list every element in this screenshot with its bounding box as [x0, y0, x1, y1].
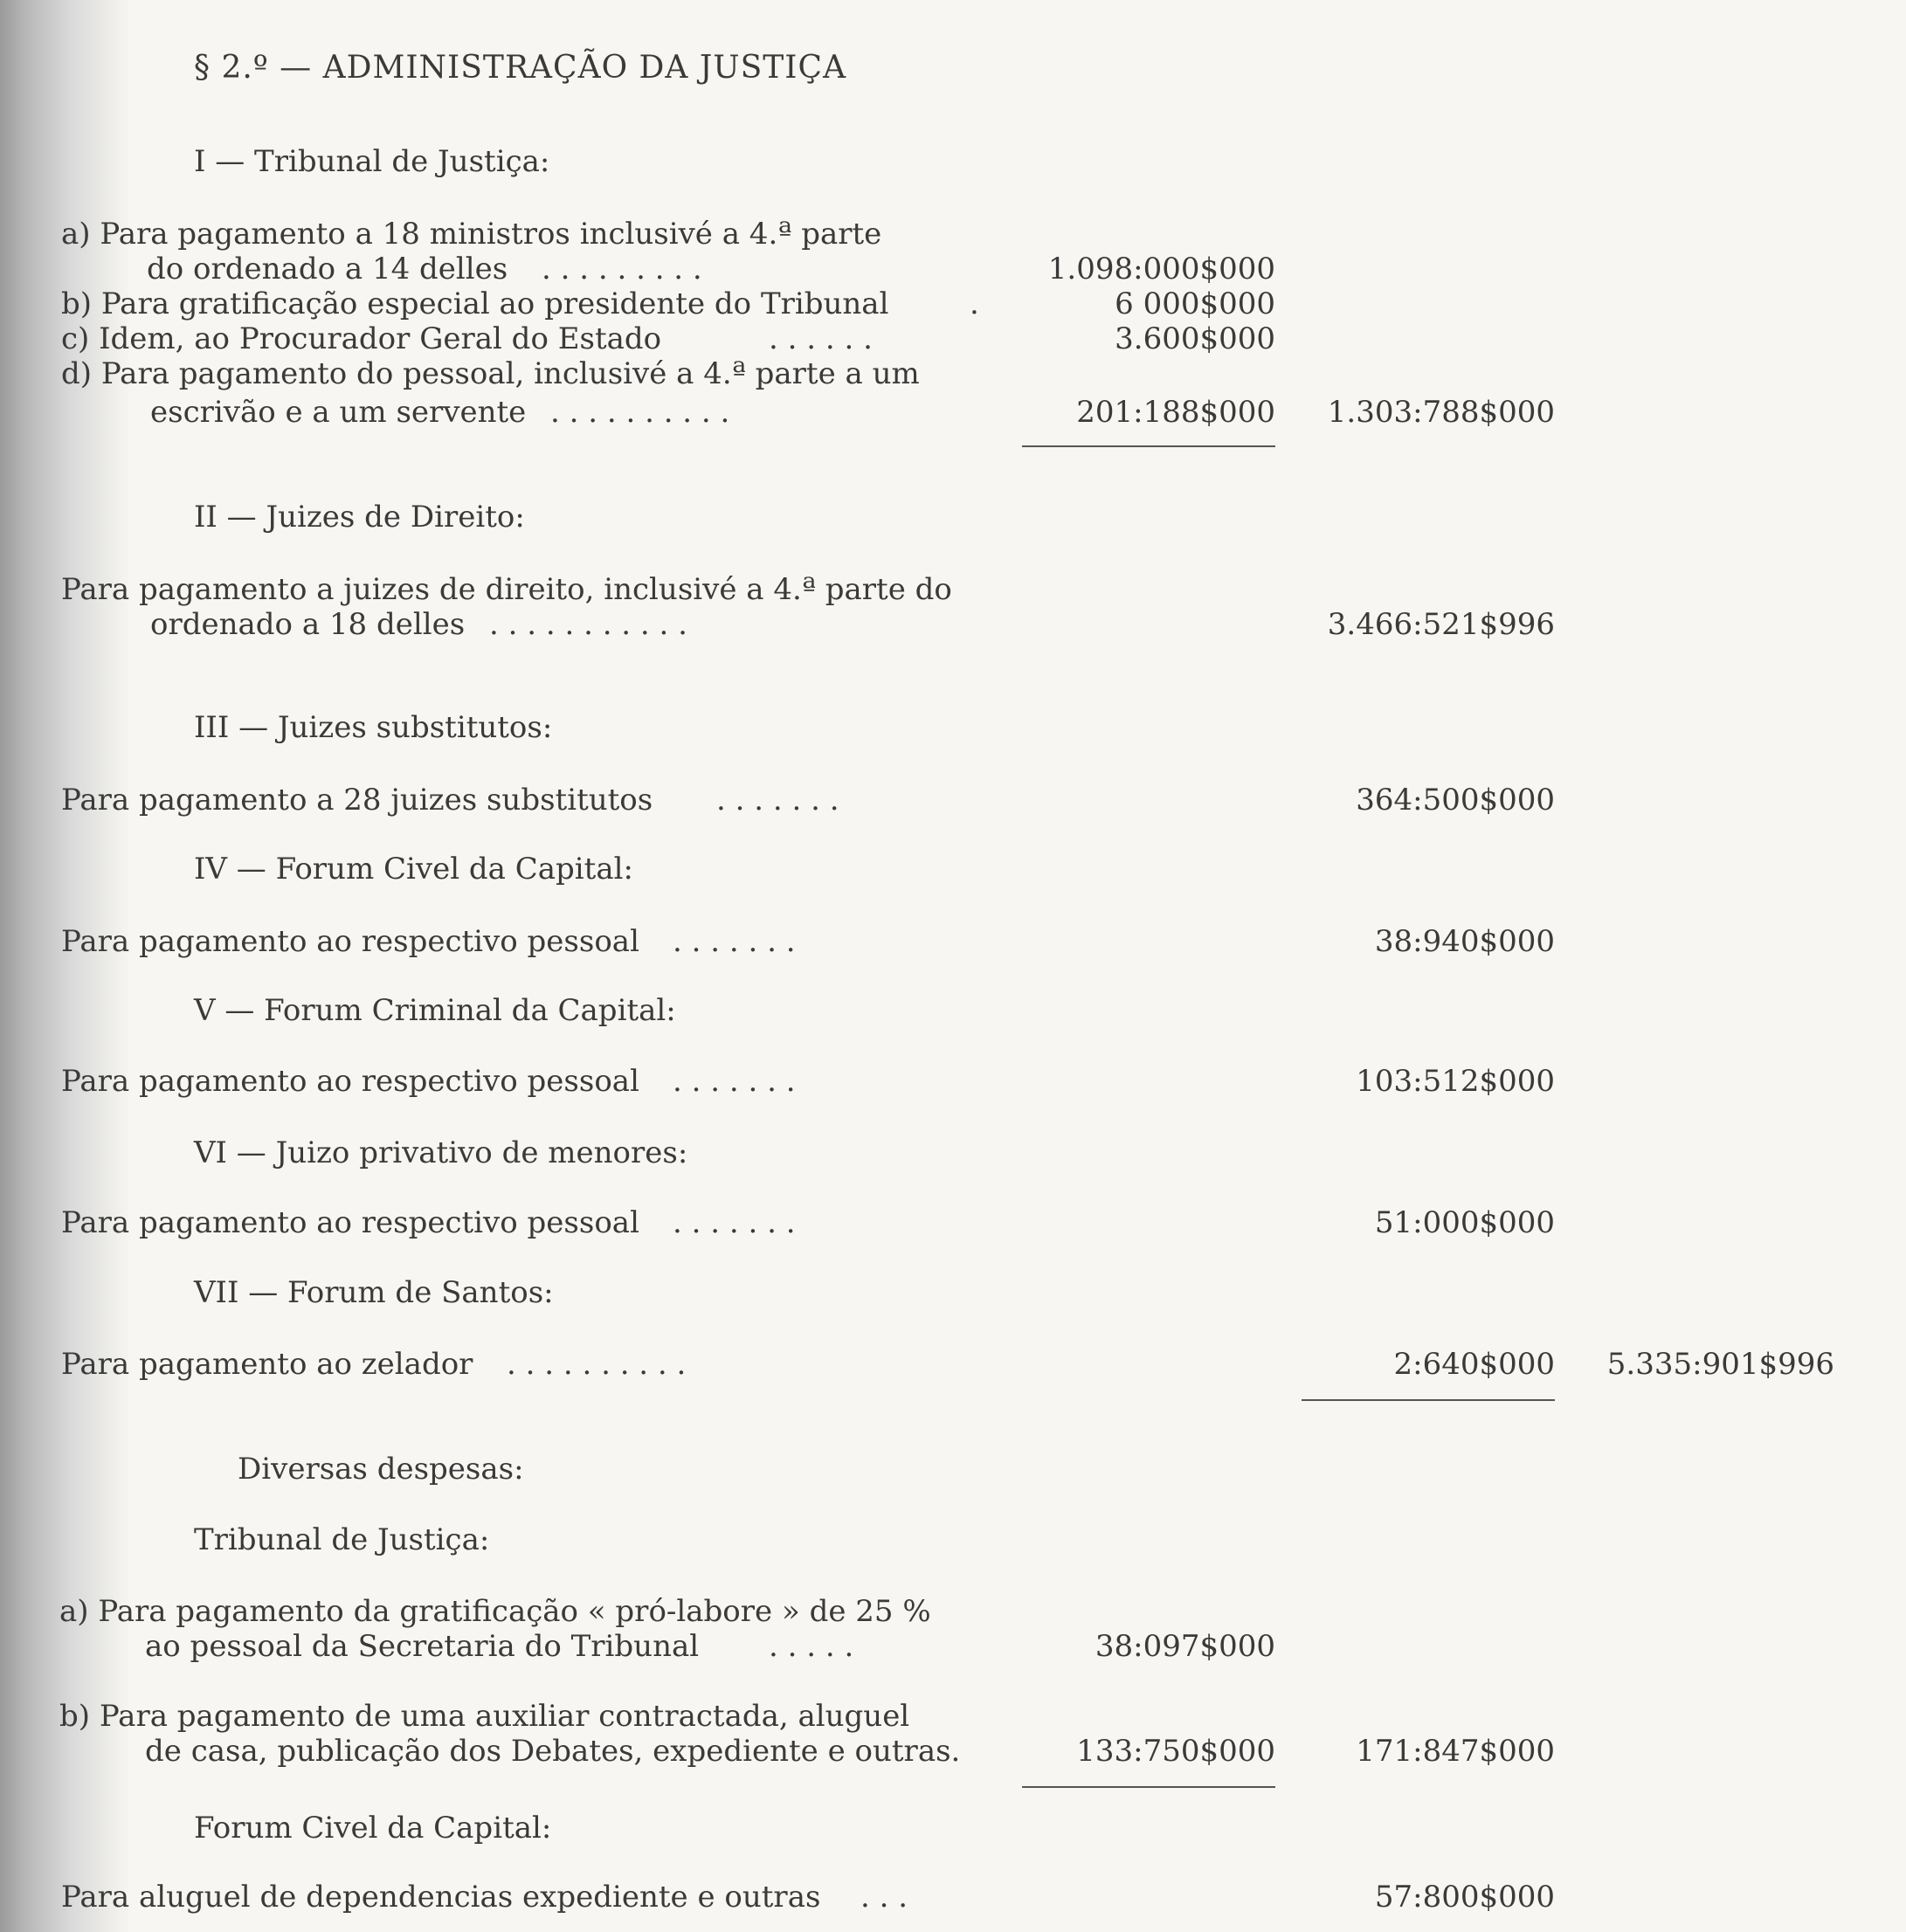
item-b-leader: .: [970, 286, 979, 321]
item-d-line1: d) Para pagamento do pessoal, inclusivé a 4.ª parte a um: [61, 356, 920, 391]
juizo-menores-leader: . . . . . . .: [673, 1205, 796, 1240]
forum-civel-subtotal: 38:940$000: [1374, 924, 1555, 959]
item-b-line1: b) Para gratificação especial ao presidente do Tribunal: [61, 286, 889, 321]
item-a-line1: a) Para pagamento a 18 ministros inclusivé a 4.ª parte: [61, 217, 882, 252]
item-b-amount: 6 000$000: [1115, 286, 1275, 321]
diversas-a-line2: ao pessoal da Secretaria do Tribunal: [145, 1629, 700, 1664]
heading-diversas-forum-civel: Forum Civel da Capital:: [194, 1811, 552, 1846]
administracao-total: 5.335:901$996: [1606, 1347, 1834, 1382]
juizes-substitutos-leader: . . . . . . .: [716, 783, 839, 818]
heading-diversas-despesas: Diversas despesas:: [238, 1452, 524, 1487]
rule-santos: [1302, 1399, 1555, 1401]
heading-diversas-tribunal: Tribunal de Justiça:: [194, 1522, 490, 1557]
rule-diversas-tribunal: [1022, 1786, 1275, 1788]
diversas-b-line1: b) Para pagamento de uma auxiliar contractada, aluguel: [59, 1699, 910, 1734]
heading-tribunal-justica: I — Tribunal de Justiça:: [194, 144, 550, 179]
forum-santos-line: Para pagamento ao zelador: [61, 1347, 473, 1382]
diversas-b-line2: de casa, publicação dos Debates, expediente e outras.: [145, 1734, 961, 1769]
juizes-direito-line1: Para pagamento a juizes de direito, inclusivé a 4.ª parte do: [61, 572, 952, 607]
juizes-direito-leader: . . . . . . . . . . .: [489, 607, 687, 642]
forum-santos-subtotal: 2:640$000: [1393, 1347, 1555, 1382]
juizes-direito-line2: ordenado a 18 delles: [150, 607, 466, 642]
heading-juizes-direito: II — Juizes de Direito:: [194, 500, 525, 535]
diversas-tribunal-subtotal: 171:847$000: [1356, 1734, 1555, 1769]
heading-juizes-substitutos: III — Juizes substitutos:: [194, 710, 553, 745]
item-d-amount: 201:188$000: [1076, 395, 1275, 430]
item-c-line1: c) Idem, ao Procurador Geral do Estado: [61, 321, 662, 356]
rule-tribunal: [1022, 445, 1275, 447]
diversas-a-leader: . . . . .: [769, 1629, 854, 1664]
diversas-a-amount: 38:097$000: [1095, 1629, 1275, 1664]
diversas-b-amount: 133:750$000: [1076, 1734, 1275, 1769]
forum-criminal-line: Para pagamento ao respectivo pessoal: [61, 1064, 639, 1099]
forum-civel-leader: . . . . . . .: [673, 924, 796, 959]
juizes-substitutos-subtotal: 364:500$000: [1356, 783, 1555, 818]
juizes-direito-subtotal: 3.466:521$996: [1327, 607, 1555, 642]
forum-criminal-subtotal: 103:512$000: [1356, 1064, 1555, 1099]
juizo-menores-line: Para pagamento ao respectivo pessoal: [61, 1205, 639, 1240]
item-d-line2: escrivão e a um servente: [150, 395, 527, 430]
diversas-forum-civel-leader: . . .: [860, 1880, 908, 1915]
item-a-line2: do ordenado a 14 delles: [147, 252, 508, 286]
section-title: § 2.º — ADMINISTRAÇÃO DA JUSTIÇA: [194, 50, 847, 86]
tribunal-subtotal: 1.303:788$000: [1327, 395, 1555, 430]
item-a-amount: 1.098:000$000: [1047, 252, 1275, 286]
forum-santos-leader: . . . . . . . . . .: [507, 1347, 687, 1382]
heading-juizo-menores: VI — Juizo privativo de menores:: [194, 1135, 688, 1170]
juizo-menores-subtotal: 51:000$000: [1374, 1205, 1555, 1240]
diversas-forum-civel-subtotal: 57:800$000: [1374, 1880, 1555, 1915]
forum-civel-line: Para pagamento ao respectivo pessoal: [61, 924, 639, 959]
item-c-amount: 3.600$000: [1115, 321, 1275, 356]
forum-criminal-leader: . . . . . . .: [673, 1064, 796, 1099]
heading-forum-criminal: V — Forum Criminal da Capital:: [194, 993, 676, 1028]
juizes-substitutos-line: Para pagamento a 28 juizes substitutos: [61, 783, 653, 818]
item-d-leader: . . . . . . . . . .: [550, 395, 730, 430]
item-a-leader: . . . . . . . . .: [542, 252, 702, 286]
diversas-forum-civel-line: Para aluguel de dependencias expediente e outras: [61, 1880, 821, 1915]
heading-forum-santos: VII — Forum de Santos:: [194, 1275, 554, 1310]
item-c-leader: . . . . . .: [769, 321, 873, 356]
heading-forum-civel: IV — Forum Civel da Capital:: [194, 852, 633, 887]
diversas-a-line1: a) Para pagamento da gratificação « pró-labore » de 25 %: [59, 1594, 931, 1629]
